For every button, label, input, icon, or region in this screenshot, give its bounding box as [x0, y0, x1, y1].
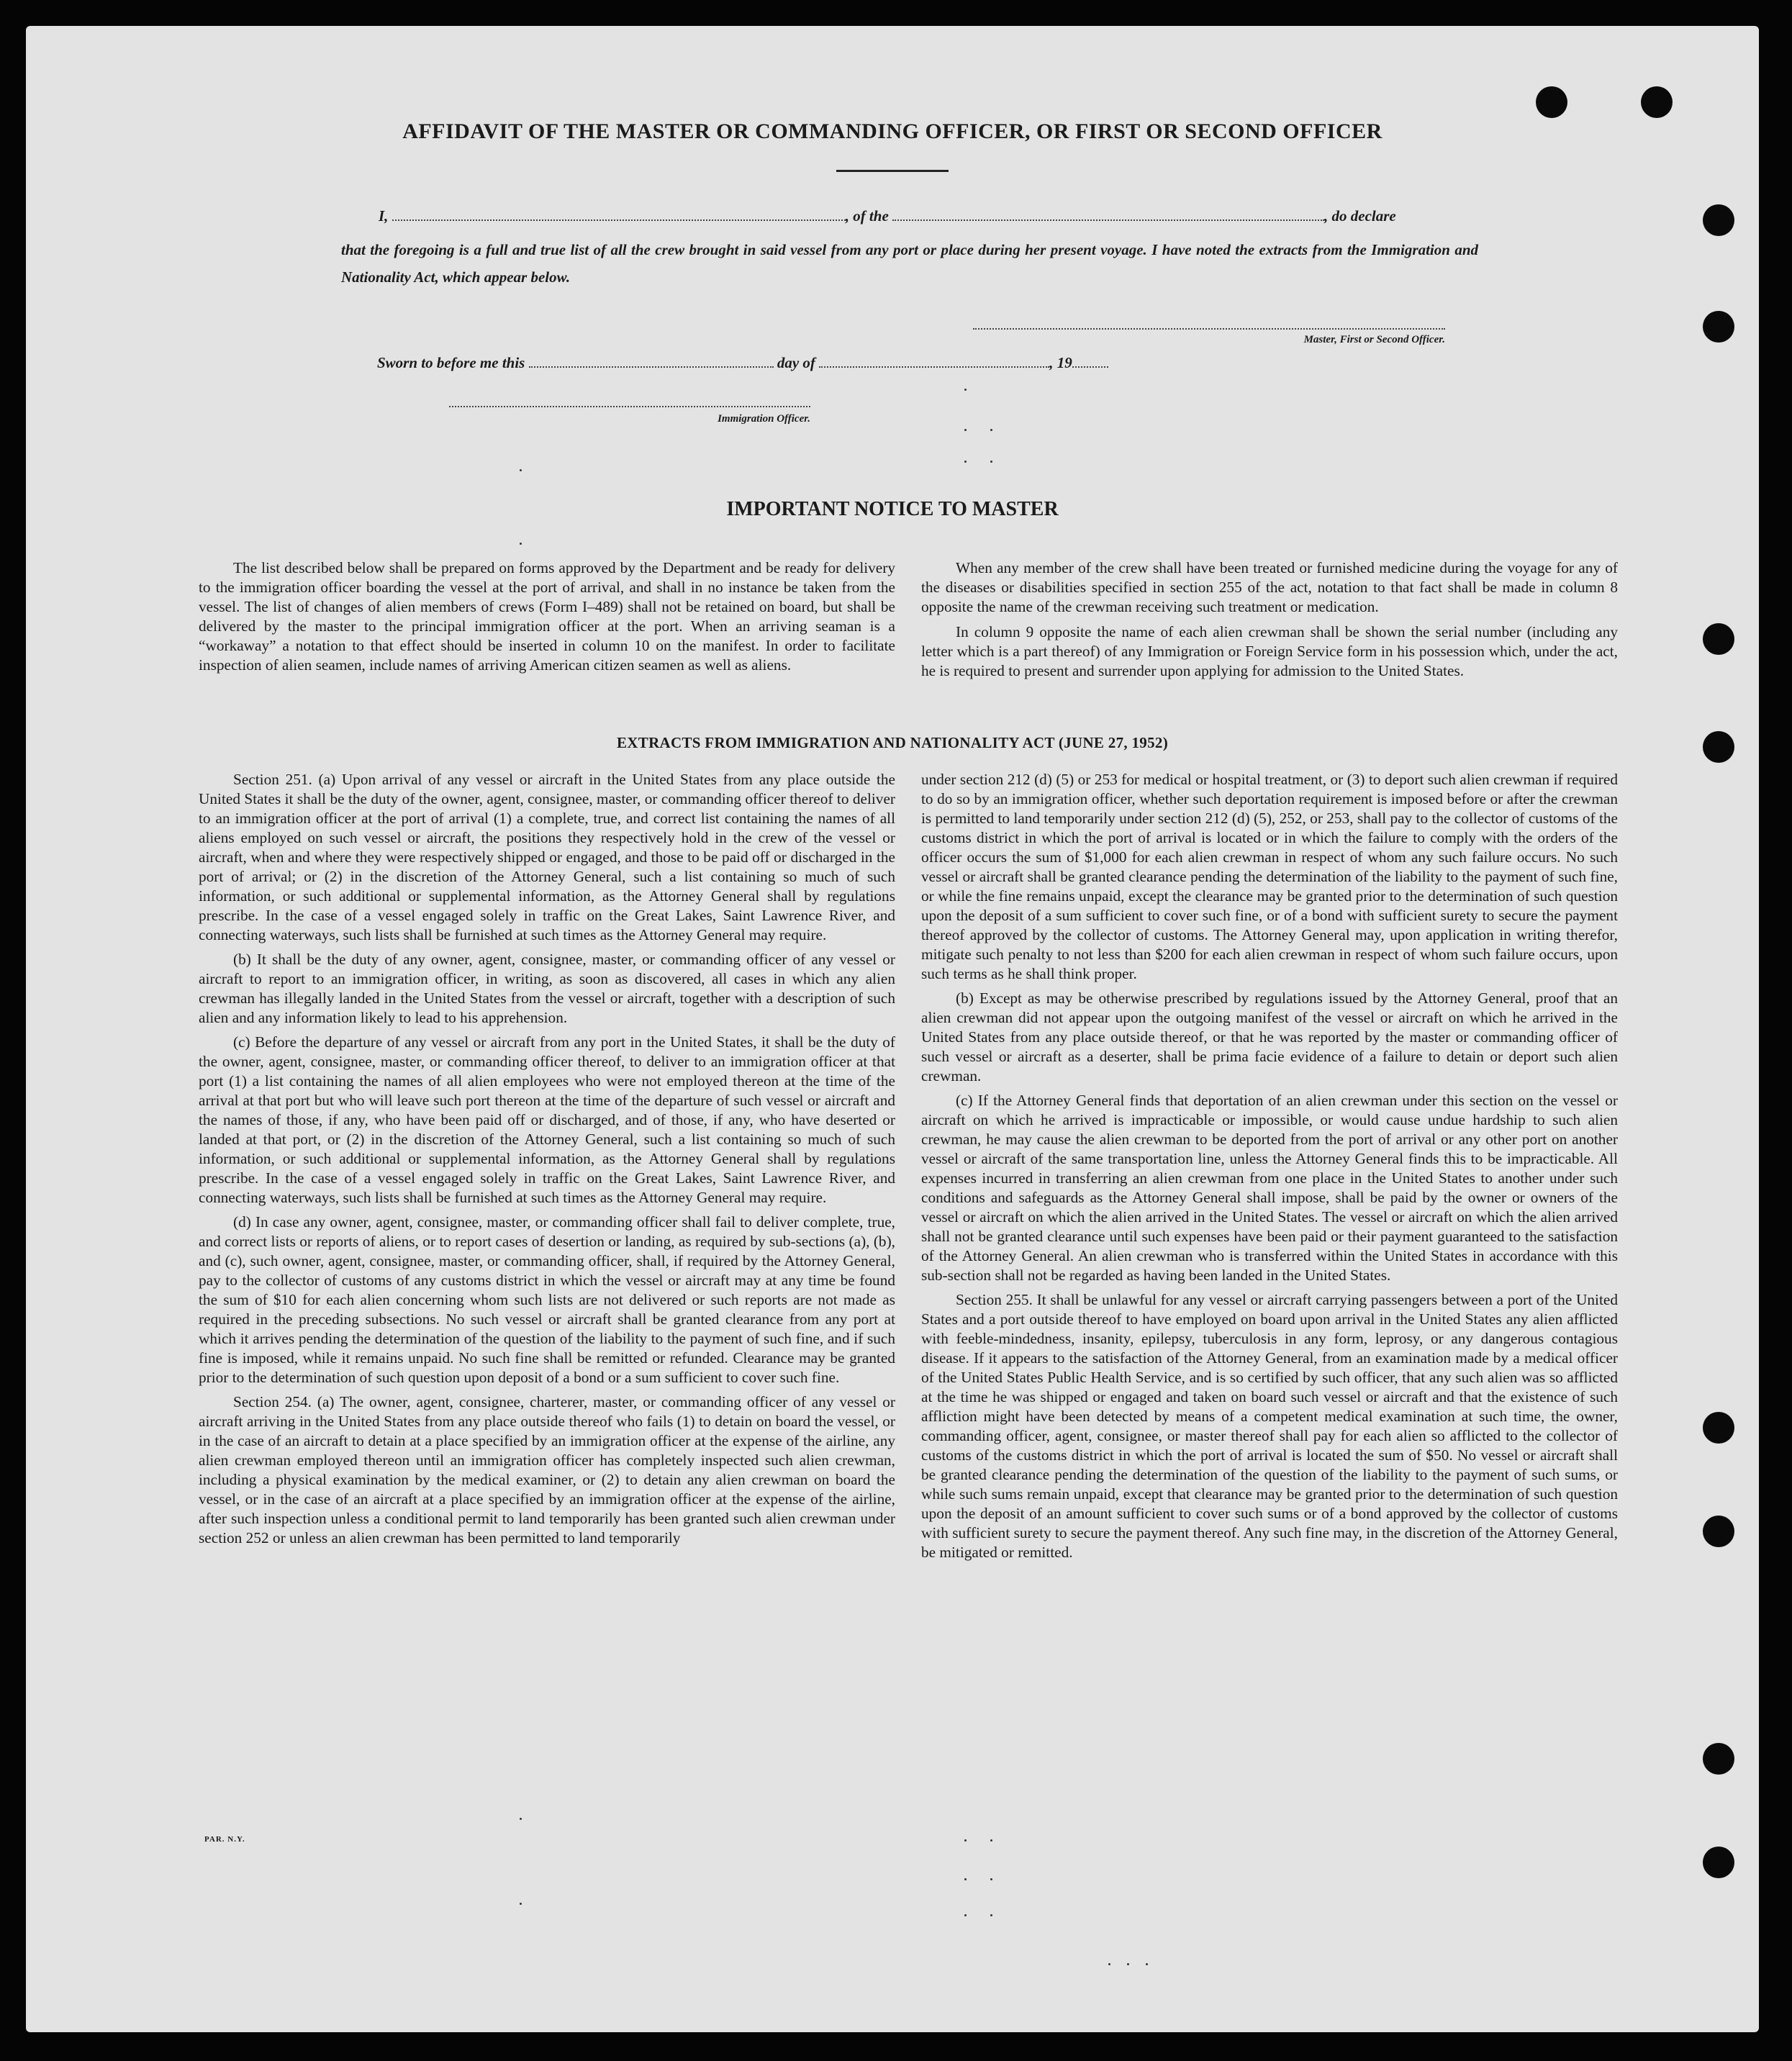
- section-251-a: Section 251. (a) Upon arrival of any vessel or aircraft in the United States from any place outside the United States it shall be the duty of the owner, agent, consignee, master, or commanding officer thereof to deliver to an immigration officer at the port of arrival (1) a complete, true, and correct list containing the names of all aliens employed on such vessel or aircraft, the positions they respectively hold in the crew of the vessel or aircraft, when and where they were respectively shipped or engaged, and those to be paid off or discharged in the port of arrival; or (2) in the discretion of the Attorney General, such a list containing so much of such information, or such additional or supplemental information, as the Attorney General shall by regulations prescribe. In the case of a vessel engaged solely in traffic on the Great Lakes, Saint Lawrence River, and connecting waterways, such lists shall be furnished at such times as the Attorney General may require.: [199, 771, 895, 943]
- section-254-c: (c) If the Attorney General finds that deportation of an alien crewman under this section on the vessel or aircraft on which he arrived is impracticable or impossible, or would cause undue hardship to such alien crewman, he may cause the alien crewman to be deported from the port of arrival or any other port on another vessel or aircraft of the same transportation line, unless the Attorney General finds this to be impracticable. All expenses incurred in transferring an alien crewman from one place in the United States to another under such conditions and safeguards as the Attorney General shall impose, shall be paid by the owner or owners of the vessel or aircraft on which the alien arrived in the United States. The vessel or aircraft on which the alien arrived shall not be granted clearance until such expenses have been paid or their payment guaranteed to the satisfaction of the Attorney General. An alien crewman who is transferred within the United States in accordance with this sub-section shall not be regarded as having been landed in the United States.: [921, 1092, 1618, 1284]
- declarant-name-field[interactable]: [392, 208, 846, 221]
- immigration-officer-caption: Immigration Officer.: [718, 413, 810, 425]
- sworn-day-field[interactable]: [529, 355, 774, 368]
- sworn-label: Sworn to before me this: [377, 354, 525, 371]
- printer-mark: PAR. N.Y.: [204, 1835, 245, 1844]
- punch-hole-2: [1641, 86, 1673, 118]
- sworn-month-field[interactable]: [819, 355, 1049, 368]
- do-declare-label: , do declare: [1324, 207, 1396, 225]
- notice-right-paragraph-1: When any member of the crew shall have been treated or furnished medicine during the voyage for any of the diseases or disabilities specified in section 255 of the act, notation to that fact shall be made in column 8 opposite the name of the crewman receiving such treatment or medication.: [921, 559, 1618, 615]
- punch-hole-9: [1703, 1743, 1734, 1775]
- section-255: Section 255. It shall be unlawful for any vessel or aircraft carrying passengers between a port of the United States and a port outside thereof to have employed on board upon arrival in the United States any alien afflicted with feeble-mindedness, insanity, epilepsy, tuberculosis in any form, leprosy, or any dangerous contagious disease. If it appears to the satisfaction of the Attorney General, from an examination made by a medical officer of the United States Public Health Service, and is so certified by such officer, that any such alien was so afflicted at the time he was shipped or engaged and taken on board such vessel or aircraft and that the existence of such affliction might have been detected by means of a competent medical examination at such time, the owner, commanding officer, agent, consignee, or master thereof shall pay for each alien so afflicted to the collector of customs of the customs district in which the port of arrival is located the sum of $50. No vessel or aircraft shall be granted clearance pending the determination of the question of the liability to the payment of such sums, or while such sums remain unpaid, except that clearance may be granted prior to the determination of such question upon the deposit of an amount sufficient to cover such sums or of a bond approved by the collector of customs with sufficient surety to secure the payment thereof. Any such fine may, in the discretion of the Attorney General, be mitigated or remitted.: [921, 1291, 1618, 1561]
- notice-right-column: [921, 558, 1618, 686]
- extracts-title: EXTRACTS FROM IMMIGRATION AND NATIONALITY ACT (JUNE 27, 1952): [617, 734, 1168, 751]
- form-title: AFFIDAVIT OF THE MASTER OR COMMANDING OFFICER, OR FIRST OR SECOND OFFICER: [402, 119, 1383, 143]
- punch-hole-7: [1703, 1412, 1734, 1444]
- immigration-officer-signature-field[interactable]: [449, 406, 810, 407]
- punch-hole-10: [1703, 1847, 1734, 1878]
- section-251-d: (d) In case any owner, agent, consignee, master, or commanding officer shall fail to deliver complete, true, and correct lists or reports of aliens, or to report cases of desertion or landing, as required by sub-sections (a), (b), and (c), such owner, agent, consignee, master, or commanding officer, shall, if required by the Attorney General, pay to the collector of customs of any customs district in which the vessel or aircraft may at any time be found the sum of $10 for each alien concerning whom such lists are not delivered or such reports are not made as required in the preceding subsections. No such vessel or aircraft shall be granted clearance from any port at which it arrives pending the determination of the question of the liability to the payment of such fine, and if such fine is imposed, while it remains unpaid. No such fine shall be remitted or refunded. Clearance may be granted prior to the determination of such question upon deposit of a bond or a sum sufficient to cover such fine.: [199, 1213, 895, 1386]
- vessel-name-field[interactable]: [892, 208, 1324, 221]
- punch-hole-1: [1536, 86, 1567, 118]
- punch-hole-4: [1703, 311, 1734, 343]
- day-of-label: day of: [777, 354, 815, 371]
- punch-hole-8: [1703, 1516, 1734, 1547]
- section-254-a: Section 254. (a) The owner, agent, consignee, charterer, master, or commanding officer of any vessel or aircraft arriving in the United States from any place outside thereof who fails (1) to detain on board the vessel, or in the case of an aircraft to detain at a place specified by an immigration officer at the expense of the airline, any alien crewman employed thereon until an immigration officer has completely inspected such alien crewman, including a physical examination by the medical examiner, or (2) to detain any alien crewman on board the vessel, or in the case of an aircraft at a place specified by an immigration officer at the expense of the airline, after such inspection unless a conditional permit to land temporarily has been granted such alien crewman under section 252 or unless an alien crewman has been permitted to land temporarily: [199, 1393, 895, 1546]
- title-rule: [836, 170, 949, 172]
- form-sheet: [26, 26, 1759, 2032]
- punch-hole-3: [1703, 204, 1734, 236]
- section-251-b: (b) It shall be the duty of any owner, agent, consignee, master, or commanding officer of any vessel or aircraft to report to an immigration officer, in writing, as soon as discovered, all cases in which any alien crewman has illegally landed in the United States from the vessel or aircraft, together with a description of such alien and any information likely to lead to his apprehension.: [199, 951, 895, 1026]
- extracts-left-column: [199, 770, 895, 1553]
- section-251-c: (c) Before the departure of any vessel or aircraft from any port in the United States, it shall be the duty of the owner, agent, consignee, master, or commanding officer thereof, to deliver to an immigration officer at that port (1) a list containing the names of all alien employees who were not employed thereon at the time of the arrival at that port but who will leave such port thereon at the time of the departure of such vessel or aircraft and the names of those, if any, who have been paid off or discharged, and of those, if any, who have deserted or landed at that port, or (2) in the discretion of the Attorney General, such a list containing so much of such information, or such additional or supplemental information, as the Attorney General shall by regulations prescribe. In the case of a vessel engaged solely in traffic on the Great Lakes, Saint Lawrence River, and connecting waterways, such lists shall be furnished at such times as the Attorney General may require.: [199, 1033, 895, 1206]
- master-signature-field[interactable]: [973, 328, 1445, 330]
- notice-right-paragraph-2: In column 9 opposite the name of each alien crewman shall be shown the serial number (including any letter which is a part thereof) of any Immigration or Foreign Service form in his possession which, under the act, he is required to present and surrender upon applying for admission to the United States.: [921, 623, 1618, 679]
- section-254-a-continued: under section 212 (d) (5) or 253 for medical or hospital treatment, or (3) to deport such alien crewman if required to do so by an immigration officer, whether such deportation requirement is imposed before or after the crewman is permitted to land temporarily under section 212 (d) (5), 252, or 253, shall pay to the collector of customs of the customs district in which the port of arrival is located or in which the failure to comply with the orders of the officer occurs the sum of $1,000 for each alien crewman in respect of whom any such failure occurs. No such vessel or aircraft shall be granted clearance pending the determination of the liability to the payment of such fine, or while the fine remains unpaid, except the clearance may be granted prior to the determination of such question upon the deposit of a sum sufficient to cover such fine, or of a bond with sufficient surety to secure the payment thereof approved by the collector of customs. The Attorney General may, upon application in writing therefor, mitigate such penalty to not less than $200 for each alien crewman in respect of whom such failure occurs, upon such terms as he shall think proper.: [921, 771, 1618, 982]
- punch-hole-5: [1703, 623, 1734, 655]
- extracts-right-column: [921, 770, 1618, 1567]
- notice-left-paragraph: The list described below shall be prepared on forms approved by the Department and be ready for delivery to the immigration officer boarding the vessel at the port of arrival, and shall in no instance be taken from the vessel. The list of changes of alien members of crews (Form I–489) shall not be retained on board, but shall be delivered by the master to the principal immigration officer at the port. When an arriving seaman is a “workaway” a notation to that effect should be inserted in column 10 on the manifest. In order to facilitate inspection of alien seamen, include names of arriving American citizen seamen as well as aliens.: [199, 559, 895, 674]
- year-label: , 19: [1049, 354, 1072, 371]
- section-254-b: (b) Except as may be otherwise prescribed by regulations issued by the Attorney General, proof that an alien crewman did not appear upon the outgoing manifest of the vessel or aircraft on which he arrived in the United States from any place outside thereof, or that he was reported by the master or commanding officer of such vessel or aircraft as a deserter, shall be prima facie evidence of a failure to detain or deport such alien crewman.: [921, 989, 1618, 1084]
- declaration-text: that the foregoing is a full and true list of all the crew brought in said vessel from any port or place during her present voyage. I have noted the extracts from the Immigration and Nationality Act, which appear below.: [341, 241, 1478, 286]
- notice-left-column: [199, 558, 895, 680]
- of-the-label: , of the: [845, 207, 889, 225]
- notice-title: IMPORTANT NOTICE TO MASTER: [726, 498, 1059, 520]
- i-label: I,: [379, 207, 389, 225]
- sworn-line: [377, 354, 1241, 372]
- master-signature-caption: Master, First or Second Officer.: [1303, 334, 1445, 345]
- sworn-year-field[interactable]: [1072, 355, 1108, 368]
- declaration-line: [379, 207, 1472, 225]
